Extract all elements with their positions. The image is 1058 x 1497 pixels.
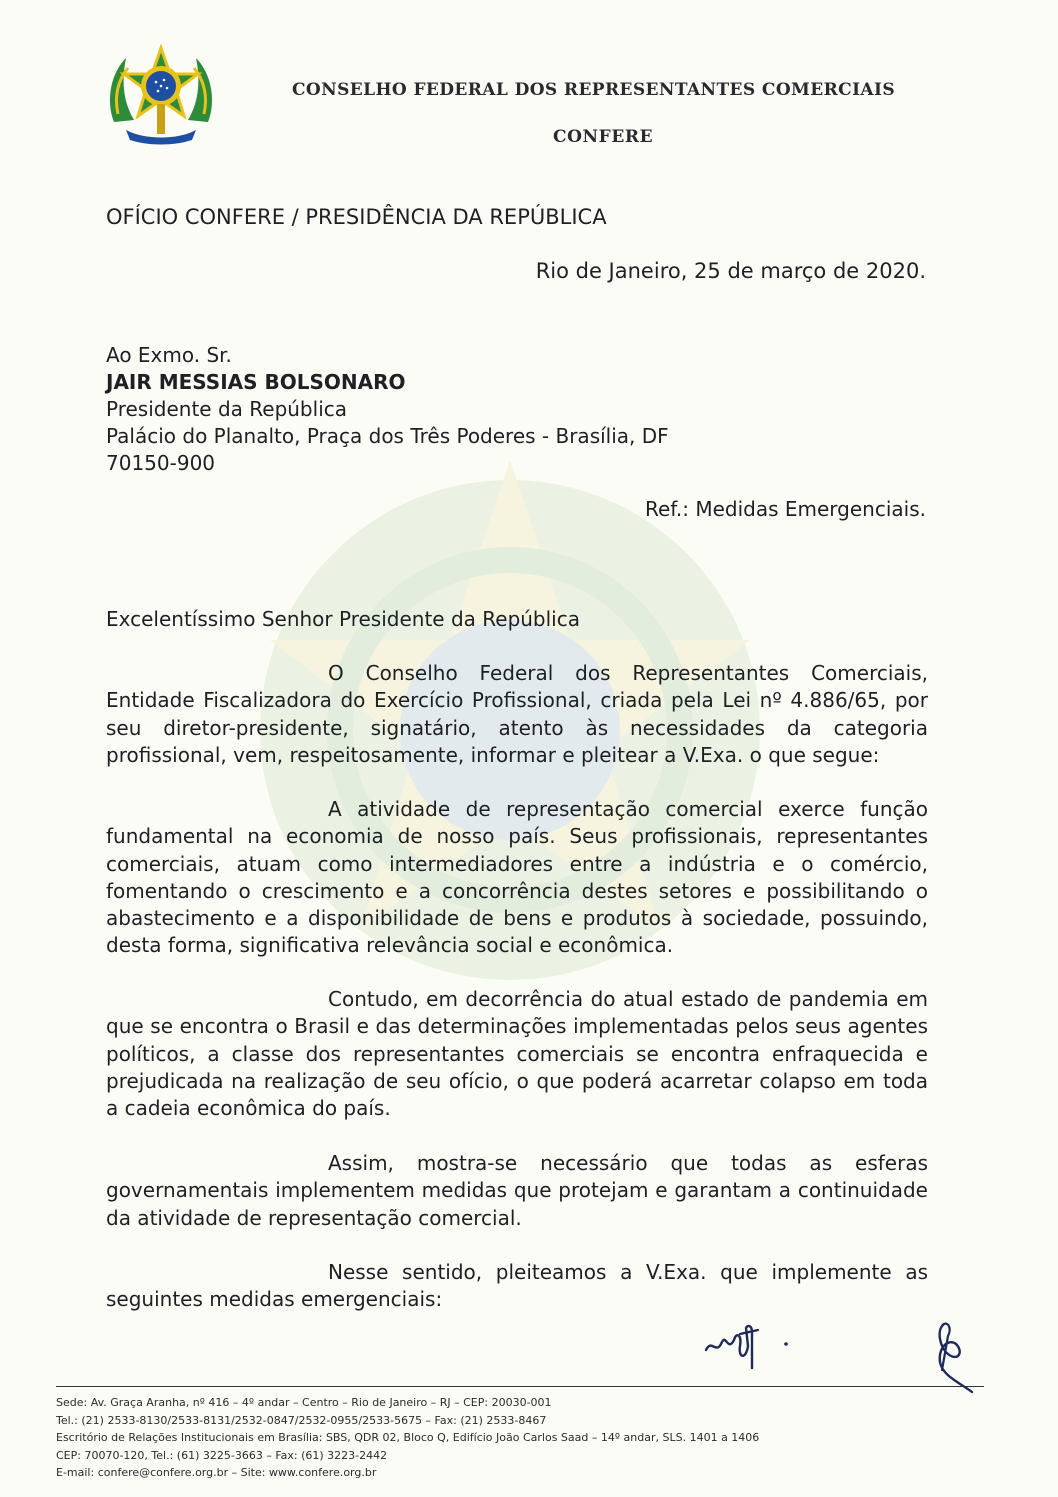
letterhead-footer <box>56 1394 759 1482</box>
organization-acronym: CONFERE <box>553 127 654 147</box>
addressee-block <box>106 342 669 477</box>
reference-line: Ref.: Medidas Emergenciais. <box>645 497 926 521</box>
footer-brasilia-contact: CEP: 70070-120, Tel.: (61) 3225-3663 – Fax: (61) 3223-2442 <box>56 1448 388 1462</box>
footer-email-site: E-mail: confere@confere.org.br – Site: www.confere.org.br <box>56 1466 377 1479</box>
addressee-cep: 70150-900 <box>106 451 216 475</box>
addressee-name: JAIR MESSIAS BOLSONARO <box>106 370 406 394</box>
body-paragraph: Nesse sentido, pleiteamos a V.Exa. que implemente as seguintes medidas emergenciais: <box>106 1260 928 1312</box>
greeting: Excelentíssimo Senhor Presidente da República <box>106 607 580 631</box>
footer-brasilia-office: Escritório de Relações Institucionais em Brasília: SBS, QDR 02, Bloco Q, Edifício João Carlos Saad – 14º andar, SLS. 1401 a 1406 <box>56 1431 760 1444</box>
footer-telephone: Tel.: (21) 2533-8130/2533-8131/2532-0847/2532-0955/2533-5675 – Fax: (21) 2533-8467 <box>56 1413 547 1427</box>
body-paragraph: Contudo, em decorrência do atual estado de pandemia em que se encontra o Brasil e das determinações implementadas pelos seus agentes políticos, a classe dos representantes comerciais se encontra enfraquecida e prejudicada na realização de seu ofício, o que poderá acarretar colapso em toda a cadeia econômica do país. <box>106 987 928 1121</box>
addressee-salutation: Ao Exmo. Sr. <box>106 343 232 367</box>
body-paragraph: A atividade de representação comercial exerce função fundamental na economia de nosso país. Seus profissionais, representantes comerciais, atuam como intermediadores entre a indústria e o comércio, fomentando o crescimento e a concorrência destes setores e possibilitando o abastecimento e a disponibilidade de bens e produtos à sociedade, possuindo, desta forma, significativa relevância social e econômica. <box>106 797 928 958</box>
organization-name: CONSELHO FEDERAL DOS REPRESENTANTES COMERCIAIS <box>292 80 896 100</box>
oficio-heading: OFÍCIO CONFERE / PRESIDÊNCIA DA REPÚBLICA <box>106 205 607 229</box>
addressee-title: Presidente da República <box>106 397 347 421</box>
body-paragraph: Assim, mostra-se necessário que todas as esferas governamentais implementem medidas que protejam e garantam a continuidade da atividade de representação comercial. <box>106 1151 928 1230</box>
footer-sede: Sede: Av. Graça Aranha, nº 416 – 4º andar – Centro – Rio de Janeiro – RJ – CEP: 20030-001 <box>56 1396 552 1409</box>
handwritten-initials <box>702 1316 802 1376</box>
coat-of-arms-logo <box>104 44 218 148</box>
handwritten-signature <box>918 1318 978 1396</box>
body-paragraph: O Conselho Federal dos Representantes Comerciais, Entidade Fiscalizadora do Exercício Profissional, criada pela Lei nº 4.886/65, por seu diretor-presidente, signatário, atento às necessidades da categoria profissional, vem, respeitosamente, informar e pleitear a V.Exa. o que segue: <box>106 661 928 767</box>
letter-date: Rio de Janeiro, 25 de março de 2020. <box>535 259 926 283</box>
addressee-address: Palácio do Planalto, Praça dos Três Poderes - Brasília, DF <box>106 424 669 448</box>
footer-divider <box>56 1386 984 1387</box>
